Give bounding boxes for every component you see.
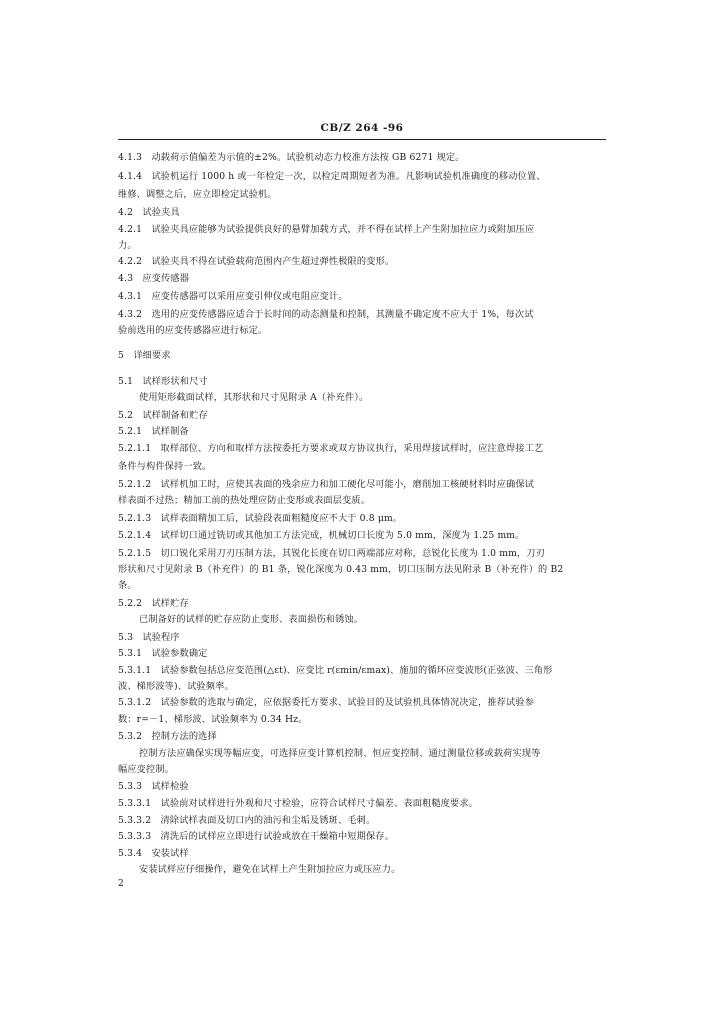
- header-rule: [118, 139, 606, 140]
- text-line: 条。: [118, 580, 137, 591]
- text-line: 数：r=－1、梯形波、试验频率为 0.34 Hz。: [118, 714, 308, 725]
- text-line: 4.3.2 选用的应变传感器应适合于长时间的动态测量和控制，其测量不确定度不应大于 1%，每次试: [118, 309, 534, 320]
- text-line: 5.2.1.5 切口锐化采用刀刃压制方法，其锐化长度在切口两端部应对称，总锐化长度为 1.0 mm，刀刃: [118, 548, 545, 559]
- text-line: 控制方法应确保实现等幅应变，可选择应变计算机控制、恒应变控制、通过测量位移或载荷实现等: [139, 748, 541, 759]
- text-line: 5.2.1.2 试样机加工时，应使其表面的残余应力和加工硬化尽可能小，磨削加工核硬材料时应确保试: [118, 479, 535, 490]
- text-line: 4.1.4 试验机运行 1000 h 或一年检定一次，以检定周期短者为准。凡影响试验机准确度的移动位置、: [118, 171, 546, 182]
- text-line: 安装试样应仔细操作，避免在试样上产生附加拉应力或压应力。: [139, 864, 401, 875]
- section-heading: 4.3 应变传感器: [118, 273, 190, 284]
- text-line: 条件与构件保持一致。: [118, 461, 212, 472]
- text-line: 5.2.1.3 试样表面精加工后，试验段表面粗糙度应不大于 0.8 μm。: [118, 513, 403, 524]
- text-line: 5.2.1.4 试样切口通过铣切或其他加工方法完成，机械切口长度为 5.0 mm，深度为 1.25 mm。: [118, 530, 525, 541]
- text-line: 已制备好的试样的贮存应防止变形、表面损伤和锈蚀。: [139, 614, 364, 625]
- text-line: 4.3.1 应变传感器可以采用应变引伸仪或电阻应变计。: [118, 291, 348, 302]
- text-line: 4.2.2 试验夹具不得在试验载荷范围内产生超过弹性极限的变形。: [118, 256, 395, 267]
- section-heading: 5 详细要求: [118, 350, 171, 361]
- text-line: 5.3.1.2 试验参数的选取与确定，应依据委托方要求、试验目的及试验机具体情况决定，推荐试验参: [118, 697, 535, 708]
- text-line: 力。: [118, 240, 137, 251]
- section-heading: 5.3.2 控制方法的选择: [118, 731, 217, 742]
- text-line: 维修、调整之后，应立即检定试验机。: [118, 189, 277, 200]
- section-heading: 5.2.2 试样贮存: [118, 598, 189, 609]
- text-line: 5.3.3.3 清洗后的试样应立即进行试验或放在干燥箱中短期保存。: [118, 831, 394, 842]
- page-header: CB/Z 264 -96: [320, 122, 404, 134]
- text-line: 4.2.1 试验夹具应能够为试验提供良好的悬臂加载方式，并不得在试样上产生附加拉应力或附加压应: [118, 224, 535, 235]
- section-heading: 5.2.1 试样制备: [118, 426, 189, 437]
- section-heading: 5.3.1 试验参数确定: [118, 648, 208, 659]
- section-heading: 5.3.3 试样检验: [118, 781, 189, 792]
- page-number: 2: [118, 879, 124, 889]
- text-line: 4.1.3 动载荷示值偏差为示值的±2%。试验机动态力校准方法按 GB 6271 规定。: [118, 152, 465, 163]
- text-line: 幅应变控制。: [118, 764, 175, 775]
- text-line: 5.3.3.1 试验前对试样进行外观和尺寸检验，应符合试样尺寸偏差、表面粗糙度要求。: [118, 798, 479, 809]
- text-line: 形状和尺寸见附录 B（补充件）的 B1 条，锐化深度为 0.43 mm，切口压制方法见附录 B（补充件）的 B2: [118, 564, 564, 575]
- text-line: 样表面不过热；精加工前的热处理应防止变形或表面层变质。: [118, 495, 371, 506]
- text-line: 验前选用的应变传感器应进行标定。: [118, 325, 268, 336]
- text-line: 波、梯形波等)、试验频率。: [118, 681, 234, 692]
- section-heading: 5.2 试样制备和贮存: [118, 410, 208, 421]
- section-heading: 5.3.4 安装试样: [118, 848, 189, 859]
- text-line: 使用矩形截面试样，其形状和尺寸见附录 A（补充件）。: [139, 392, 369, 403]
- text-line: 5.3.1.1 试验参数包括总应变范围(△εt)、应变比 r(εmin/εmax)、施加的循环应变波形(正弦波、三角形: [118, 665, 553, 676]
- section-heading: 4.2 试验夹具: [118, 207, 180, 218]
- text-line: 5.3.3.2 清除试样表面及切口内的油污和尘垢及锈斑、毛刺。: [118, 815, 376, 826]
- section-heading: 5.3 试验程序: [118, 632, 180, 643]
- text-line: 5.2.1.1 取样部位、方向和取样方法按委托方要求或双方协议执行，采用焊接试样时，应注意焊接工艺: [118, 443, 544, 454]
- section-heading: 5.1 试样形状和尺寸: [118, 376, 208, 387]
